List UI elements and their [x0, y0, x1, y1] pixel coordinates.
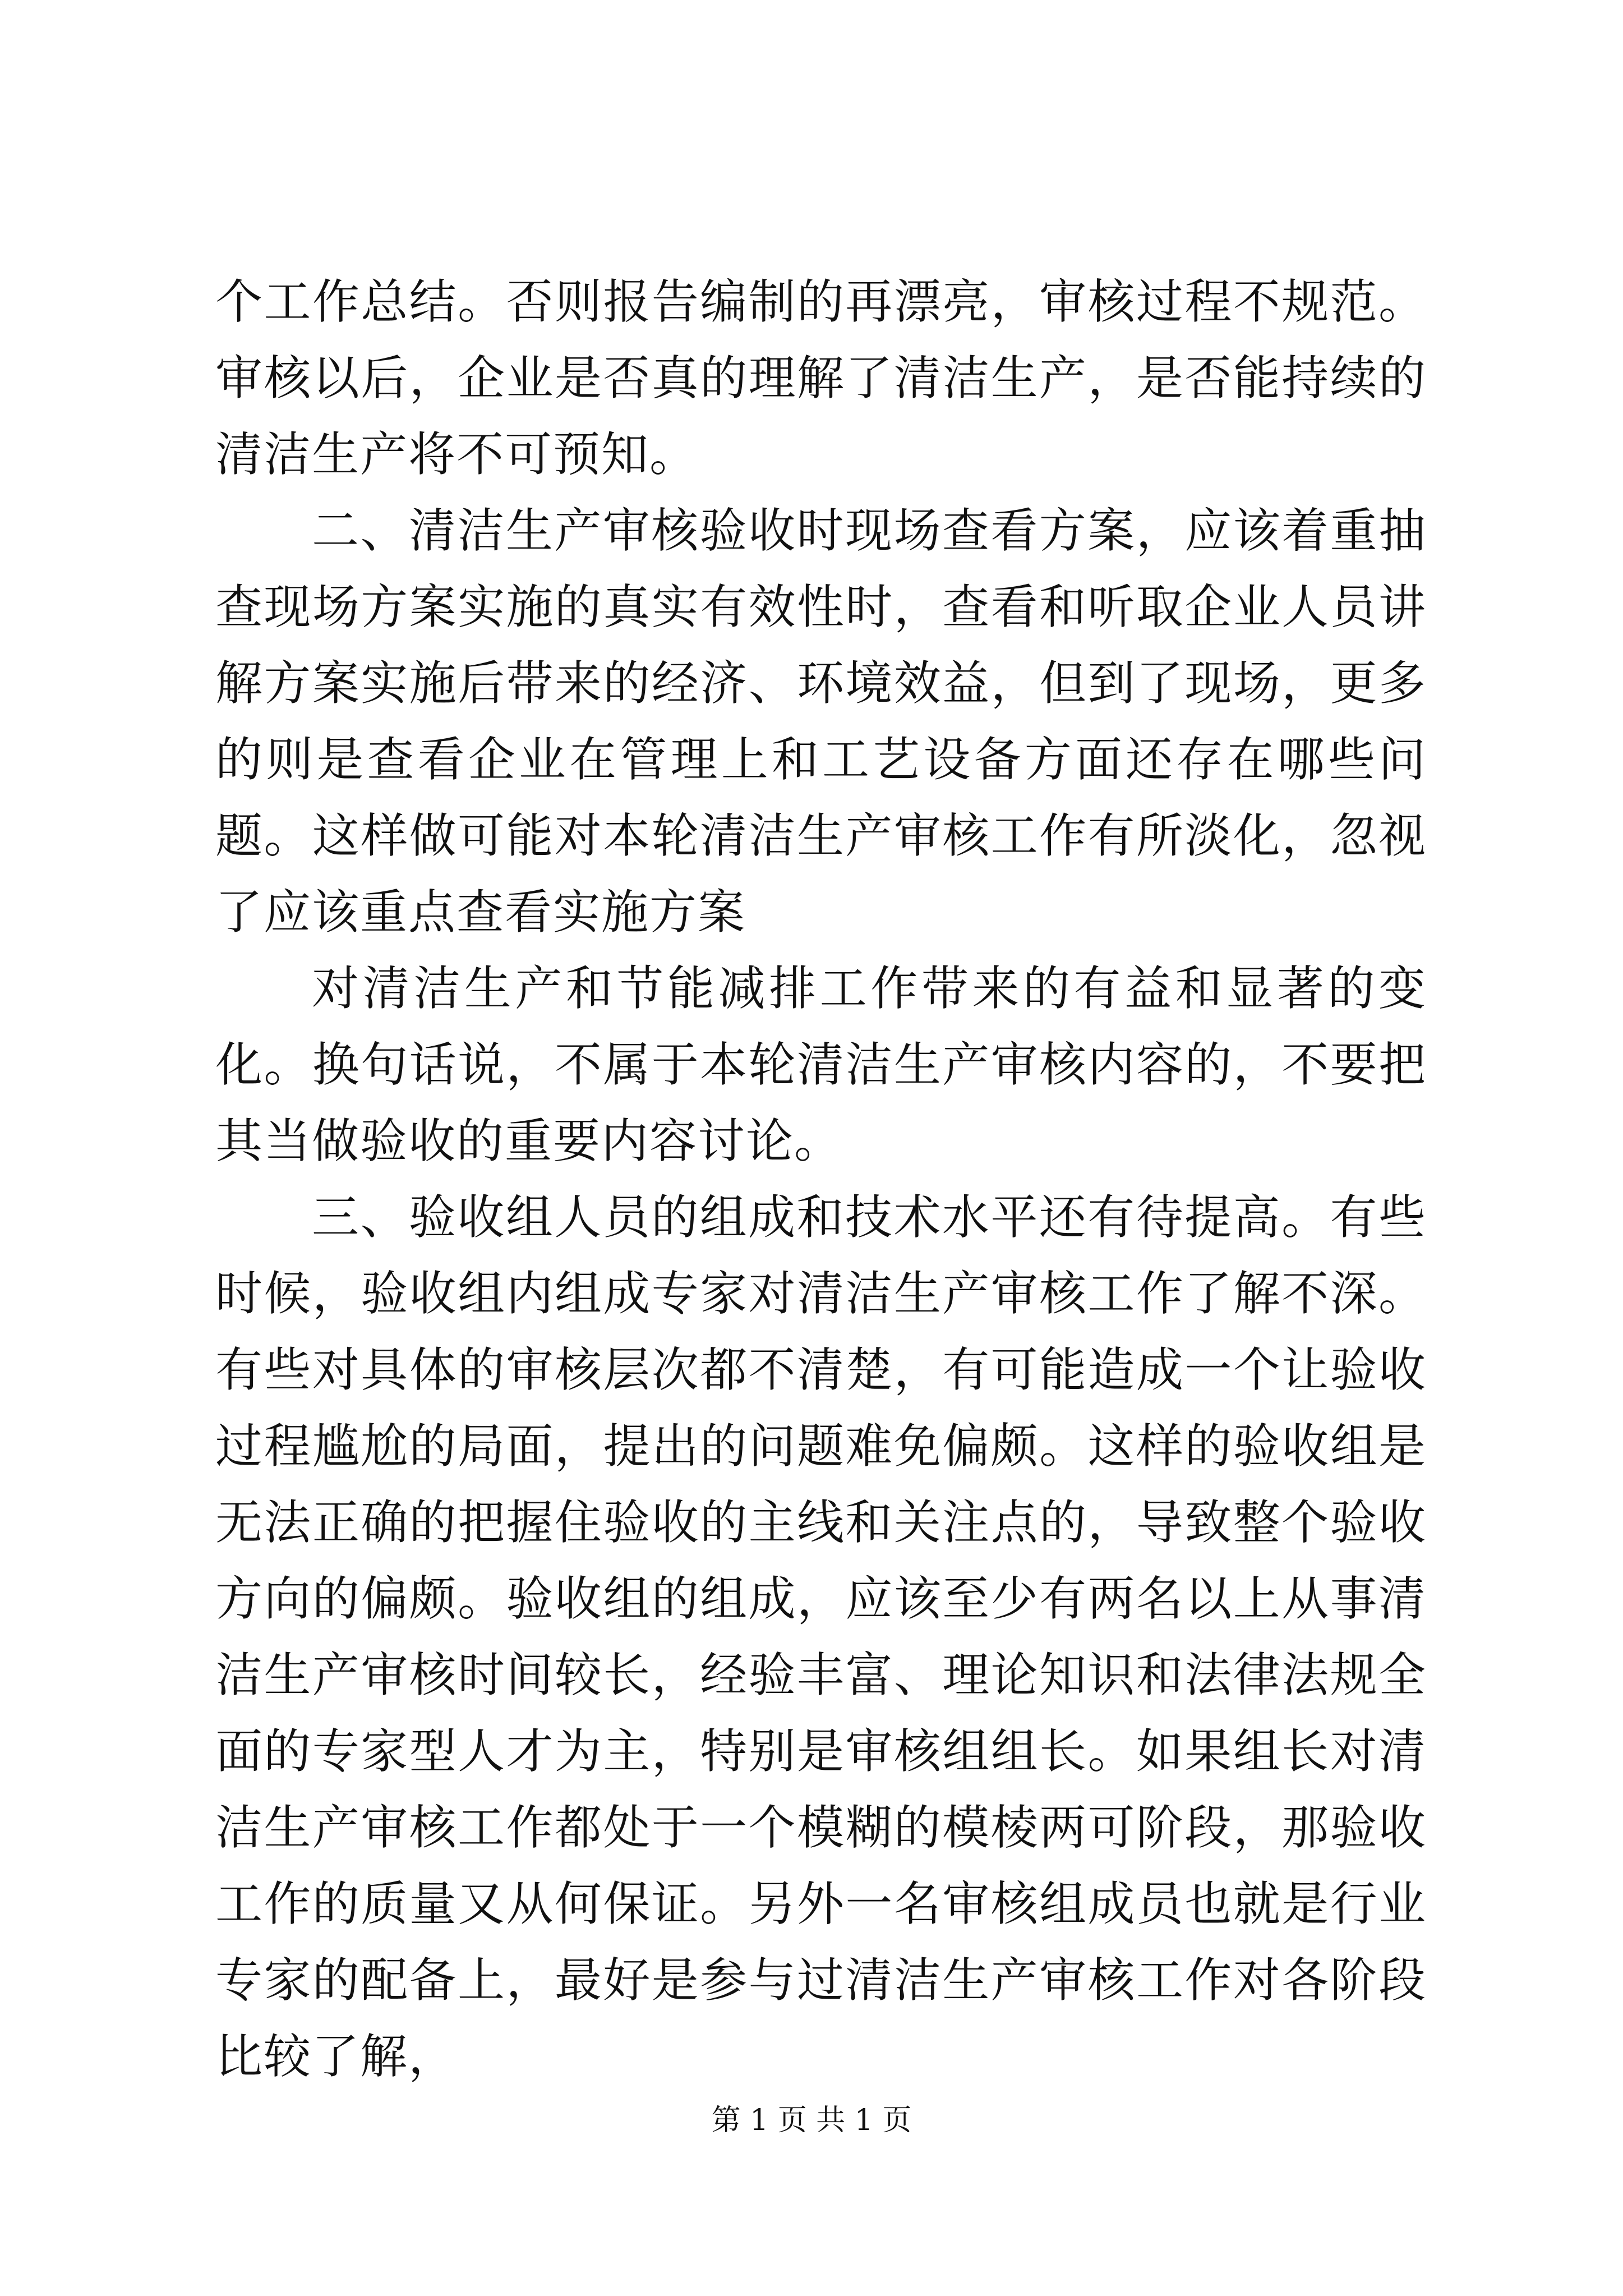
paragraph-continuation: 个工作总结。否则报告编制的再漂亮，审核过程不规范。审核以后，企业是否真的理解了清洁生产，是否能持续的清洁生产将不可预知。 — [215, 274, 1427, 482]
page-footer: 第 1 页 共 1 页 — [711, 2104, 912, 2137]
paragraph-section-two: 二、清洁生产审核验收时现场查看方案，应该着重抽查现场方案实施的真实有效性时，查看和听取企业人员讲解方案实施后带来的经济、环境效益，但到了现场，更多的则是查看企业在管理上和工艺设备方面还存在哪些问题。这样做可能对本轮清洁生产审核工作有所淡化，忽视了应该重点查看实施方案 — [215, 503, 1427, 940]
paragraph-section-three: 三、验收组人员的组成和技术水平还有待提高。有些时候，验收组内组成专家对清洁生产审核工作了解不深。有些对具体的审核层次都不清楚，有可能造成一个让验收过程尴尬的局面，提出的问题难免偏颇。这样的验收组是无法正确的把握住验收的主线和关注点的，导致整个验收方向的偏颇。验收组的组成，应该至少有两名以上从事清洁生产审核时间较长，经验丰富、理论知识和法律法规全面的专家型人才为主，特别是审核组组长。如果组长对清洁生产审核工作都处于一个模糊的模棱两可阶段，那验收工作的质量又从何保证。另外一名审核组成员也就是行业专家的配备上，最好是参与过清洁生产审核工作对各阶段比较了解， — [215, 1190, 1427, 2084]
body-text — [215, 264, 1427, 2095]
paragraph-section-two-continued: 对清洁生产和节能减排工作带来的有益和显著的变化。换句话说，不属于本轮清洁生产审核内容的，不要把其当做验收的重要内容讨论。 — [215, 961, 1427, 1168]
